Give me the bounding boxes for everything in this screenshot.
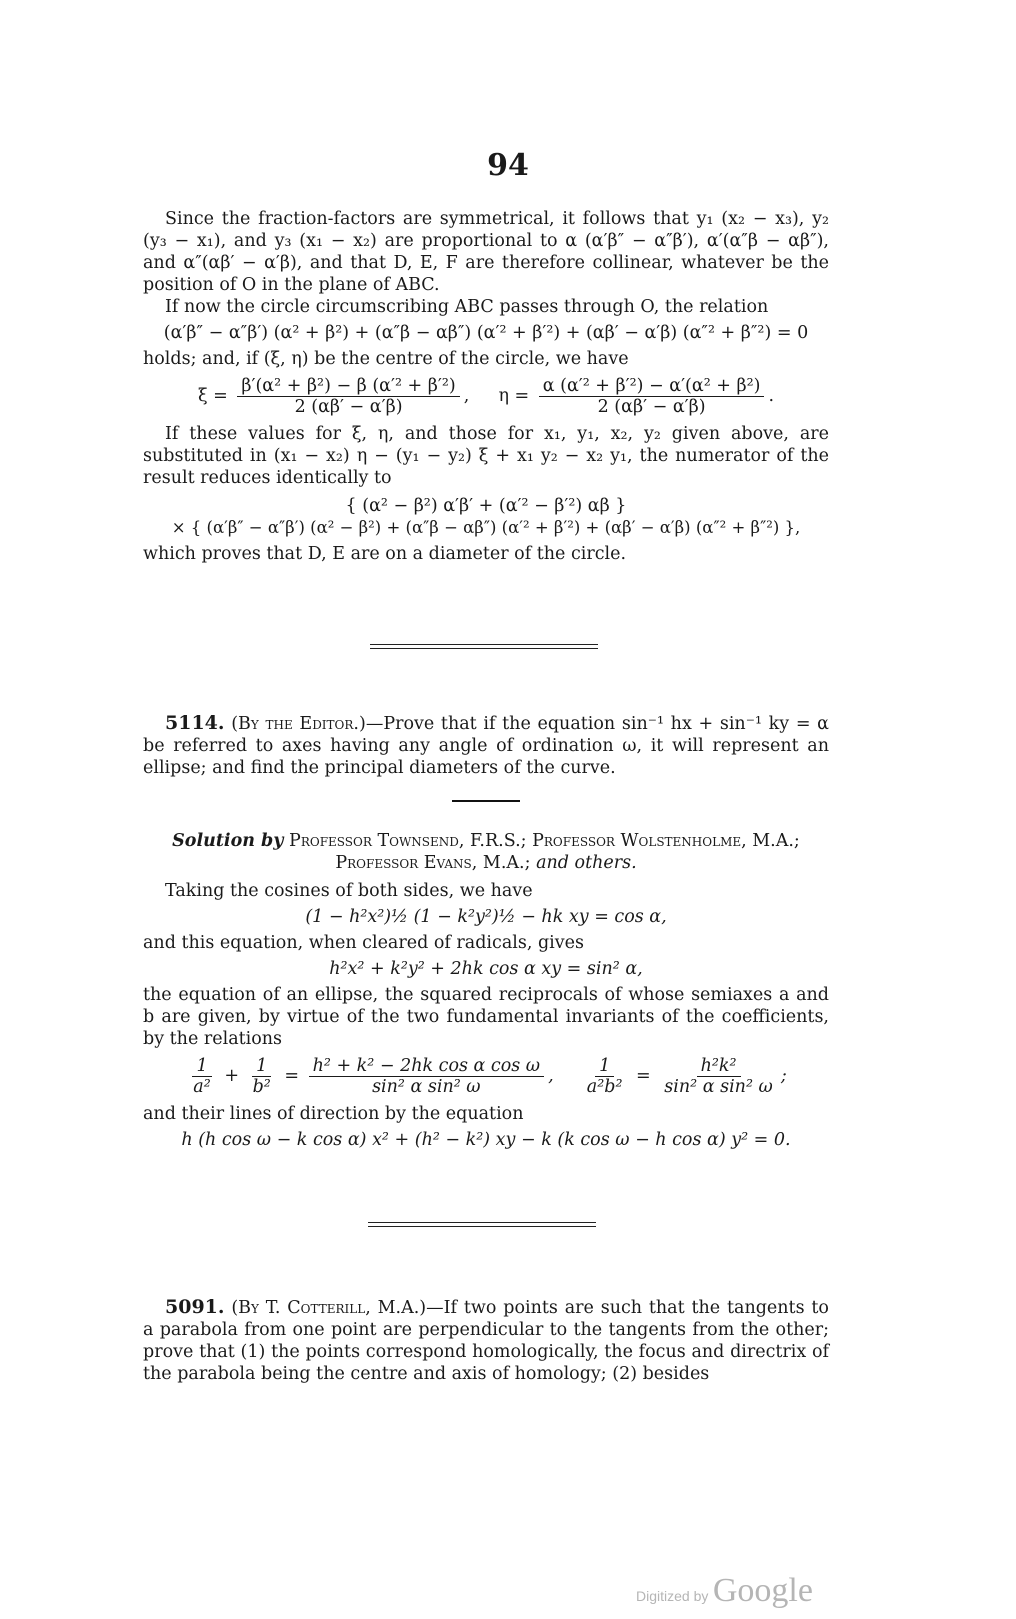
question-5091	[143, 1296, 829, 1385]
question-5114	[143, 712, 829, 779]
section-divider-1	[370, 644, 598, 649]
frac-1-den: a²	[193, 1077, 211, 1097]
solution-para3: the equation of an ellipse, the squared reciprocals of whose semiaxes a and b are given, by virtue of the two fundamental invariants of the coefficients, by the relations	[143, 985, 829, 1049]
plus-sign: +	[224, 1066, 239, 1086]
eta-lhs: η =	[498, 386, 530, 406]
frac-1-over-a2b2	[583, 1056, 627, 1097]
frac-5-num: h²k²	[697, 1056, 741, 1077]
solution-eq2: h²x² + k²y² + 2hk cos α xy = sin² α,	[329, 959, 643, 979]
watermark-google: Google	[712, 1572, 813, 1609]
question-5091-body: —If two points are such that the tangents to a parabola from one point are perpendicular to the tangents from the other; prove that (1) the points correspond homologically, the focus and directrix of the parabola being the centre and axis of homology; (2) besides	[143, 1298, 829, 1384]
equals-sign-1: =	[284, 1066, 300, 1086]
frac-sum	[309, 1056, 544, 1097]
frac-1-over-b2	[249, 1056, 275, 1097]
solution-para2: and this equation, when cleared of radicals, gives	[143, 933, 584, 953]
frac-3-den: sin² α sin² ω	[372, 1077, 481, 1097]
equation-centre: ξ = $\frac{\text{β′(α² + β²) − β (α′² + β′²)}}{2 (\alpha\beta' - \alpha'\beta)}$ , η = $\frac{\text{α (α′² + β′²) − α′(α² + β²)}}{2 (\alpha\beta' - \alpha'\beta)}$ .	[197, 376, 775, 417]
equation-result-line2: × { (α′β″ − α″β′) (α² − β²) + (α″β − αβ″) (α′² + β′²) + (αβ′ − α′β) (α″² + β″²) },	[171, 518, 801, 537]
question-5114-text	[143, 712, 829, 779]
frac-3-num: h² + k² − 2hk cos α cos ω	[309, 1056, 544, 1077]
solution-eq3: $\frac{1}{\text{a²}}$ + $\frac{1}{\text{b²}}$ = $\frac{\text{h² + k² − 2hk cos α cos ω}}{\text{sin² α sin² ω}}$ , $\frac{1}{\text{a²b²}}$ = $\frac{\text{h²k²}}{\text{sin² α sin² ω}}$ ;	[143, 1056, 829, 1097]
solution-para4: and their lines of direction by the equation	[143, 1104, 524, 1124]
xi-numerator: β′(α² + β²) − β (α′² + β′²)	[237, 376, 459, 397]
frac-2-den: b²	[252, 1077, 271, 1097]
frac-1-num: 1	[192, 1056, 211, 1077]
solution-eq4: h (h cos ω − k cos α) x² + (h² − k²) xy − k (k cos ω − h cos α) y² = 0.	[181, 1130, 791, 1150]
question-divider	[452, 800, 520, 802]
paragraph-substitution: If these values for ξ, η, and those for x₁, y₁, x₂, y₂ given above, are substituted in (x₁ − x₂) η − (y₁ − y₂) ξ + x₁ y₂ − x₂ y₁, the numerator of the result reduces identically to	[143, 424, 829, 488]
question-5114-number: 5114.	[165, 712, 225, 734]
eta-denominator: 2 (αβ′ − α′β)	[597, 397, 706, 417]
paragraph-circle: If now the circle circumscribing ABC passes through O, the relation	[165, 297, 769, 317]
solution-eq1: (1 − h²x²)½ (1 − k²y²)½ − hk xy = cos α,	[305, 907, 667, 927]
eta-numerator: α (α′² + β′²) − α′(α² + β²)	[539, 376, 765, 397]
solution-line1	[143, 830, 829, 852]
frac-2-num: 1	[252, 1056, 271, 1077]
solution-label: Solution by	[172, 831, 284, 851]
equation-relation: (α′β″ − α″β′) (α² + β²) + (α″β − αβ″) (α′² + β′²) + (αβ′ − α′β) (α″² + β″²) = 0	[163, 323, 809, 343]
equation-result-line1: { (α² − β²) α′β′ + (α′² − β′²) αβ }	[345, 496, 627, 516]
question-5091-author: (By T. Cotterill, M.A.)	[231, 1298, 427, 1318]
frac-4-num: 1	[595, 1056, 614, 1077]
question-5114-author: (By the Editor.)	[231, 714, 366, 734]
paragraph-holds: holds; and, if (ξ, η) be the centre of the circle, we have	[143, 349, 629, 369]
solution-authors-1: Professor Townsend, F.R.S.; Professor Wolstenholme, M.A.;	[289, 831, 800, 851]
section-continuation	[143, 208, 829, 565]
watermark-digitized: Digitized by	[636, 1588, 709, 1604]
google-watermark	[636, 1572, 813, 1610]
xi-denominator: 2 (αβ′ − α′β)	[294, 397, 403, 417]
frac-4-den: a²b²	[586, 1077, 623, 1097]
question-5114-body: —Prove that if the equation sin⁻¹ hx + sin⁻¹ ky = α be referred to axes having any angle of ordination ω, it will represent an ellipse; and find the principal diameters of the curve.	[143, 714, 829, 778]
question-5091-text	[143, 1296, 829, 1385]
eta-fraction	[539, 376, 765, 417]
xi-fraction	[237, 376, 459, 417]
frac-1-over-a2	[189, 1056, 214, 1097]
solution-line2	[143, 852, 829, 874]
solution-5114	[143, 830, 829, 1155]
section-divider-2	[368, 1222, 596, 1227]
page-number: 94	[487, 148, 529, 183]
paragraph-symmetry: Since the fraction-factors are symmetrical, it follows that y₁ (x₂ − x₃), y₂ (y₃ − x₁), and y₃ (x₁ − x₂) are proportional to α (α′β″ − α″β′), α′(α″β − αβ″), and α″(αβ′ − α′β), and that D, E, F are therefore collinear, whatever be the position of O in the plane of ABC.	[143, 209, 829, 295]
paragraph-proves: which proves that D, E are on a diameter of the circle.	[143, 544, 627, 564]
frac-5-den: sin² α sin² ω	[664, 1077, 773, 1097]
question-5091-number: 5091.	[165, 1296, 225, 1318]
solution-authors-2: Professor Evans, M.A.;	[335, 853, 531, 873]
xi-lhs: ξ =	[197, 386, 228, 406]
equals-sign-2: =	[636, 1066, 651, 1086]
frac-product	[660, 1056, 777, 1097]
solution-para1: Taking the cosines of both sides, we have	[165, 881, 533, 901]
solution-others: and others.	[536, 853, 637, 873]
